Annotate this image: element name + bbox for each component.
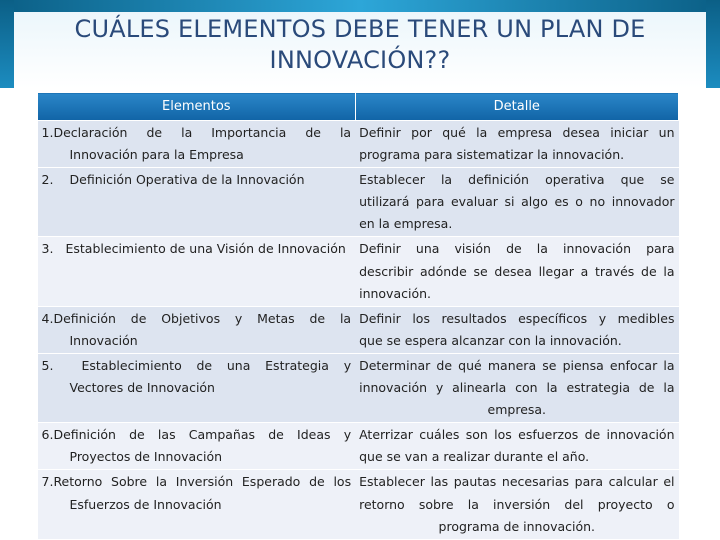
detail-line: retorno sobre la inversión del proyecto o xyxy=(359,496,675,512)
element-line: 1.Declaración de la Importancia de la xyxy=(41,125,352,140)
detail-line: Definir una visión de la innovación para xyxy=(359,241,675,257)
slide-title-line-1: CUÁLES ELEMENTOS DEBE TENER UN PLAN DE xyxy=(74,15,646,43)
detail-cell xyxy=(355,121,678,168)
element-line: Proyectos de Innovación xyxy=(69,449,223,465)
detail-line: Establecer las pautas necesarias para calcular el xyxy=(359,474,675,490)
table-row xyxy=(38,237,679,306)
element-line: Innovación para la Empresa xyxy=(69,147,244,163)
top-decorative-strip xyxy=(0,0,720,12)
table-row xyxy=(38,423,679,470)
element-cell xyxy=(38,168,356,237)
detail-line: innovación y alinearla con la estrategia de la xyxy=(359,380,675,396)
detail-line: Definir por qué la empresa desea iniciar un xyxy=(359,125,675,140)
element-line: Esfuerzos de Innovación xyxy=(69,496,222,512)
table-row xyxy=(38,168,679,237)
detail-cell xyxy=(355,237,678,306)
detail-cell xyxy=(355,423,678,470)
element-line: 4.Definición de Objetivos y Metas de la xyxy=(41,310,352,326)
table-row xyxy=(38,121,679,168)
detail-line: innovación. xyxy=(359,285,432,301)
detail-line: Determinar de qué manera se piensa enfocar la xyxy=(359,357,675,373)
element-cell xyxy=(38,237,356,306)
element-line: 7.Retorno Sobre la Inversión Esperado de los xyxy=(41,474,352,490)
table-row xyxy=(38,353,679,422)
element-line: 5. Establecimiento de una Estrategia y xyxy=(41,357,352,373)
detail-line: utilizará para evaluar si algo es o no innovador xyxy=(359,194,675,210)
header-detalle: Detalle xyxy=(355,93,678,121)
detail-line: empresa. xyxy=(487,402,547,418)
detail-line: Definir los resultados específicos y medibles xyxy=(359,310,675,326)
table-header-row xyxy=(38,93,679,121)
table-row xyxy=(38,306,679,353)
slide-title-line-2: INNOVACIÓN?? xyxy=(269,46,451,74)
element-cell xyxy=(38,353,356,422)
left-decorative-bar xyxy=(0,0,14,88)
element-cell xyxy=(38,470,356,539)
detail-cell xyxy=(355,353,678,422)
detail-line: Aterrizar cuáles son los esfuerzos de innovación xyxy=(359,427,675,443)
element-line: Vectores de Innovación xyxy=(69,380,215,396)
element-cell xyxy=(38,423,356,470)
detail-cell xyxy=(355,168,678,237)
element-line: Innovación xyxy=(69,332,138,348)
table-row xyxy=(38,470,679,539)
detail-line: programa de innovación. xyxy=(438,518,596,534)
element-line: 6.Definición de las Campañas de Ideas y xyxy=(41,427,352,443)
detail-line: Establecer la definición operativa que se xyxy=(359,172,675,188)
element-line: 3. Establecimiento de una Visión de Innovación xyxy=(41,241,346,257)
detail-line: en la empresa. xyxy=(359,216,453,232)
header-elementos: Elementos xyxy=(38,93,356,121)
element-line: 2. Definición Operativa de la Innovación xyxy=(41,172,305,188)
right-decorative-bar xyxy=(706,0,720,88)
slide-title xyxy=(40,14,680,76)
elements-table xyxy=(37,92,679,540)
element-cell xyxy=(38,306,356,353)
detail-cell xyxy=(355,470,678,539)
detail-line: que se van a realizar durante el año. xyxy=(359,449,590,465)
detail-line: que se espera alcanzar con la innovación. xyxy=(359,332,622,348)
detail-line: describir adónde se desea llegar a través de la xyxy=(359,263,675,279)
element-cell xyxy=(38,121,356,168)
detail-line: programa para sistematizar la innovación. xyxy=(359,147,625,163)
detail-cell xyxy=(355,306,678,353)
